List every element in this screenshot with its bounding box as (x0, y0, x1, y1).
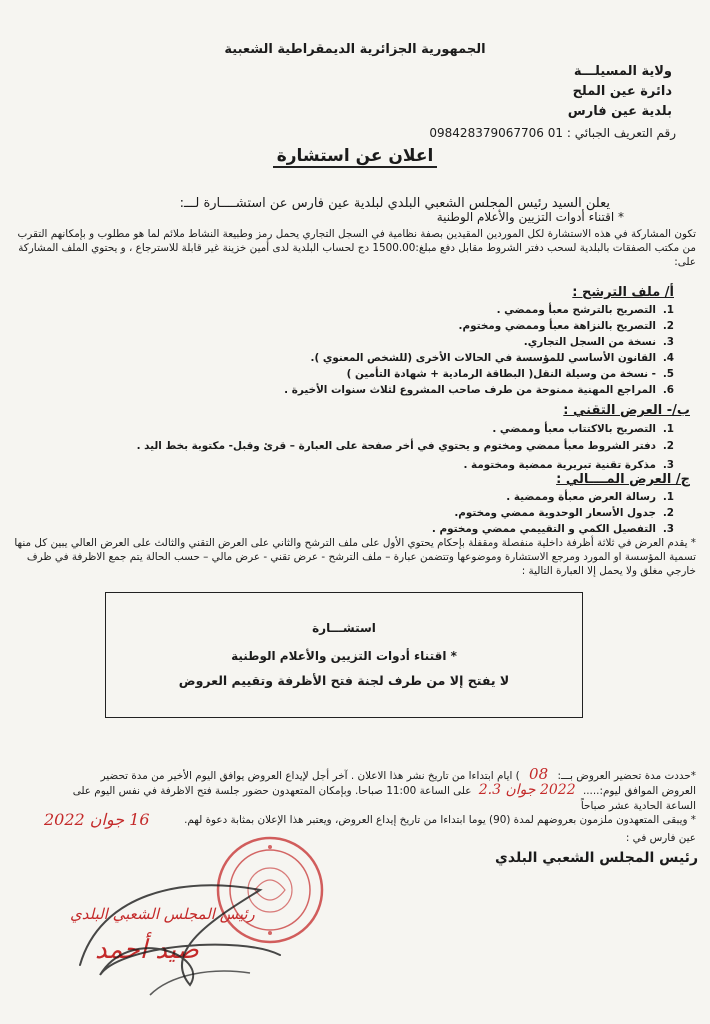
item-text: التصريح بالترشح معبأ وممضي . (496, 304, 656, 316)
deadline-text-c: العروض الموافق ليوم:..... (582, 785, 696, 797)
item-num: 2. (662, 440, 674, 452)
envelope-note: * يقدم العرض في ثلاثة أظرفة داخلية منفصلة ومقفلة بإحكام يحتوي الأول على ملف الترشح والثاني على العرض التقني والثالث على العرض العالي يبين كل منها تسمية المؤسسة او المورد ومرجع الاستشارة وموضوعها وتتضمن عبارة – ملف الترشح - عرض تقني - عرض مالي – حسب الحالة يتم جمع الاظرفة في ظرف خارجي مغلق ولا يحمل إلا العبارة التالية : (14, 537, 696, 577)
envelope-label-box (105, 592, 583, 718)
deadline-line-3: الساعة الحادية عشر صباحاً (580, 800, 696, 812)
item-text: - نسخة من وسيلة النقل( البطاقة الرمادية + شهادة التأمين ) (346, 368, 656, 380)
item-num: 3. (662, 459, 674, 471)
candidacy-item (284, 384, 674, 396)
republic-heading: الجمهورية الجزائرية الديمقراطية الشعبية (224, 42, 486, 57)
candidacy-item (459, 320, 675, 332)
tax-id: رقم التعريف الجبائي : 01 098428379067706 (429, 126, 676, 140)
item-text: مذكرة تقنية تبريرية ممضية ومختومة . (463, 459, 656, 471)
item-num: 1. (662, 491, 674, 503)
handwritten-sign-date: 16 جوان 2022 (44, 810, 150, 829)
subject-text: * اقتناء أدوات التزيين والأعلام الوطنية (436, 210, 624, 224)
item-num: 3. (662, 523, 674, 535)
section-candidacy-title: أ/ ملف الترشح : (572, 285, 674, 300)
wilaya-label: ولاية المسيلـــة (573, 64, 672, 79)
item-num: 1. (662, 304, 674, 316)
box-subject: * اقتناء أدوات التزيين والأعلام الوطنية (231, 649, 457, 663)
candidacy-item (311, 352, 674, 364)
daira-label: دائرة عين الملح (572, 84, 672, 99)
deadline-text-d: على الساعة 11:00 صباحا. وبإمكان المتعهدون حضور جلسة فتح الاظرفة في نفس اليوم على (72, 785, 472, 797)
item-num: 2. (662, 507, 674, 519)
financial-item (454, 507, 674, 519)
item-text: التصريح بالنزاهة معبأ وممضي ومختوم. (458, 320, 656, 332)
technical-item (463, 459, 674, 471)
candidacy-item (524, 336, 674, 348)
commune-label: بلدية عين فارس (567, 104, 672, 119)
handwritten-signature-icon (40, 855, 290, 1005)
item-text: المراجع المهنية ممنوحة من طرف صاحب المشروع لثلاث سنوات الأخيرة . (284, 384, 656, 396)
item-text: دفتر الشروط معبأ ممضي ومختوم و يحتوي في أخر صفحة على العبارة – قرئ وقبل- مكتوبة بخط اليد . (136, 440, 656, 452)
validity-note: * ويبقى المتعهدون ملزمون بعروضهم لمدة (90) يوما ابتداءا من تاريخ إيداع العروض، ويعتبر هذا الإعلان بمثابة دعوة لهم. (184, 814, 696, 826)
item-num: 3. (662, 336, 674, 348)
item-text: نسخة من السجل التجاري. (523, 336, 656, 348)
technical-item (137, 440, 674, 452)
box-title: استشـــارة (312, 621, 376, 635)
candidacy-item (347, 368, 674, 380)
handwritten-deadline-date: 2022 جوان 2.3 (478, 782, 576, 798)
deadline-text-b: ) ايام ابتداءا من تاريخ نشر هذا الاعلان . آخر أجل لإيداع العروض يوافق اليوم الأخير من مدة تحضير (100, 770, 520, 782)
item-num: 6. (662, 384, 674, 396)
item-num: 1. (662, 423, 674, 435)
item-text: رسالة العرض معبأة وممضية . (506, 491, 656, 503)
financial-item (506, 491, 674, 503)
red-signature-title: رئيس المجلس الشعبي البلدي (70, 905, 255, 923)
item-text: التصريح بالاكتتاب معبأ وممضي . (492, 423, 656, 435)
item-text: جدول الأسعار الوحدوية ممضي ومختوم. (454, 507, 656, 519)
box-warning: لا يفتح إلا من طرف لجنة فتح الأظرفة وتقييم العروض (178, 673, 510, 688)
technical-item (492, 423, 674, 435)
title-text: اعلان عن استشارة (273, 146, 438, 168)
item-num: 4. (662, 352, 674, 364)
candidacy-item (497, 304, 674, 316)
deadline-text-a: *حددت مدة تحضير العروض بـــ: (557, 770, 696, 782)
item-num: 2. (662, 320, 674, 332)
deadline-line-1 (101, 765, 696, 783)
item-num: 5. (662, 368, 674, 380)
footer-place: عين فارس في : (625, 832, 696, 844)
signature-title: رئيس المجلس الشعبي البلدي (495, 850, 698, 866)
handwritten-days: 08 (529, 765, 549, 783)
page-title (0, 146, 710, 166)
red-signature-name: صيد أحمد (95, 935, 199, 965)
item-text: التفصيل الكمي و التقييمي ممضي ومختوم . (431, 523, 656, 535)
participation-paragraph: تكون المشاركة في هذه الاستشارة لكل الموردين المقيدين بصفة نظامية في السجل التجاري يحمل رمز وطبيعة النشاط ملائم لما هو مطلوب و بإمكانهم التقرب من مكتب الصفقات بالبلدية لسحب دفتر الشروط مقابل دفع مبلغ:1500.00 دج لحساب البلدية لدى أمين خزينة غير قابلة للاسترجاع ، و يحتوي الملف المشاركة على: (17, 228, 696, 268)
item-text: القانون الأساسي للمؤسسة في الحالات الأخرى (للشخص المعنوي ). (310, 352, 656, 364)
section-financial-title: ج/ العرض المــــالي : (556, 472, 690, 487)
section-technical-title: ب/- العرض التقني : (563, 403, 690, 418)
financial-item (432, 523, 674, 535)
deadline-line-2 (73, 782, 696, 798)
intro-text: يعلن السيد رئيس المجلس الشعبي البلدي لبلدية عين فارس عن استشــــارة لـــ: (179, 196, 610, 211)
